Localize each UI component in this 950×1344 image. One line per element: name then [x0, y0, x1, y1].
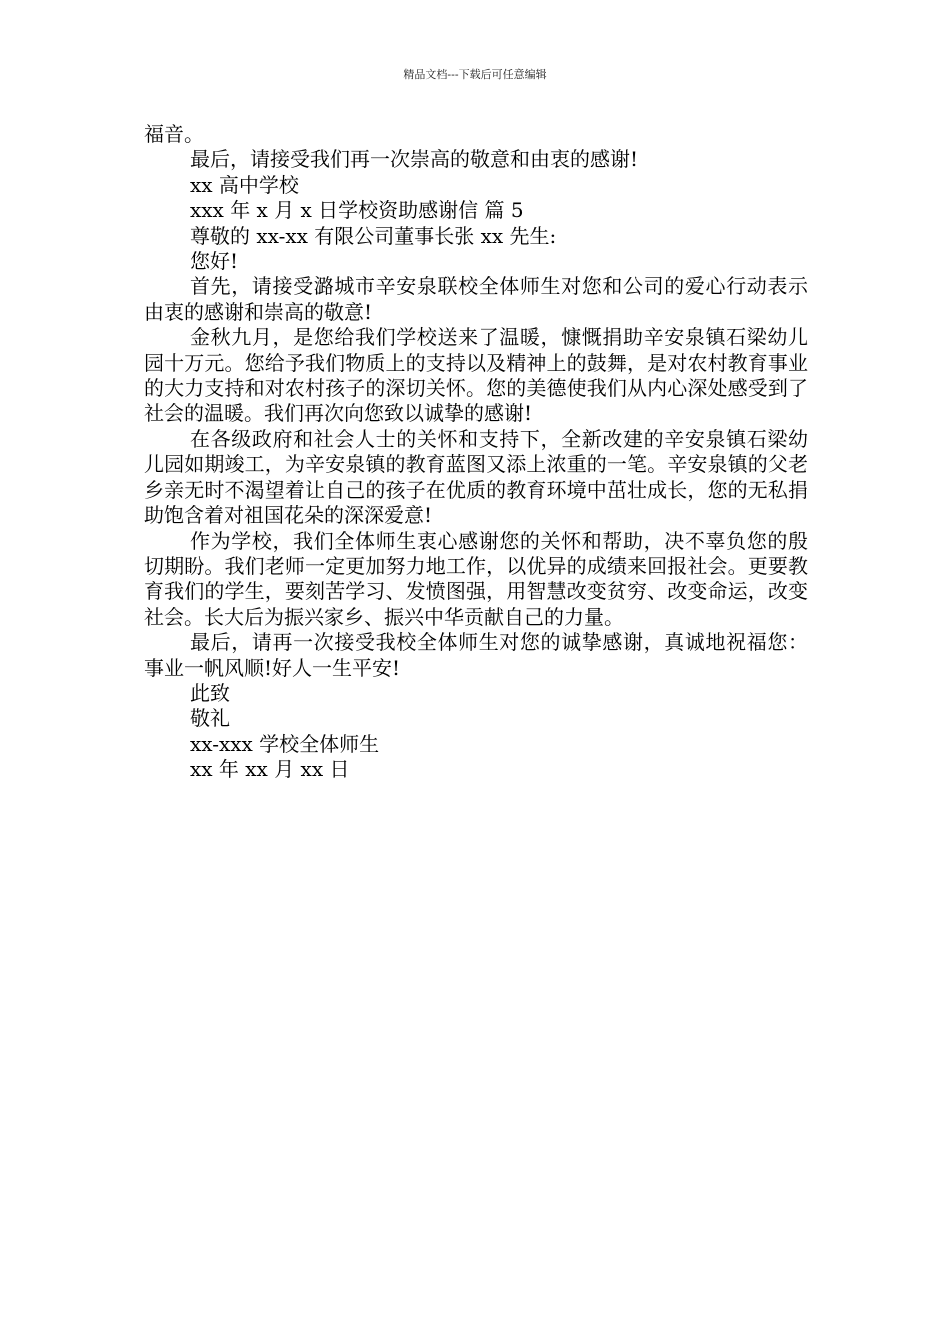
paragraph: 金秋九月，是您给我们学校送来了温暖，慷慨捐助辛安泉镇石梁幼儿园十万元。您给予我们物质上的支持以及精神上的鼓舞，是对农村教育事业的大力支持和对农村孩子的深切关怀。您的美德使我们从内心深处感受到了社会的温暖。我们再次向您致以诚挚的感谢!	[144, 325, 808, 426]
salutation: 尊敬的 xx-xx 有限公司董事长张 xx 先生:	[190, 223, 557, 248]
paragraph: 作为学校，我们全体师生衷心感谢您的关怀和帮助，决不辜负您的殷切期盼。我们老师一定更加努力地工作，以优异的成绩来回报社会。更要教育我们的学生，要刻苦学习、发愤图强，用智慧改变贫穷、改变命运，改变社会。长大后为振兴家乡、振兴中华贡献自己的力量。	[144, 528, 808, 629]
closing-regards: 敬礼	[190, 706, 230, 731]
greeting: 您好!	[190, 249, 239, 274]
paragraph: 在各级政府和社会人士的关怀和支持下，全新改建的辛安泉镇石梁幼儿园如期竣工，为辛安泉镇的教育蓝图又添上浓重的一笔。辛安泉镇的父老乡亲无时不渴望着让自己的孩子在优质的教育环境中茁壮成长，您的无私捐助饱含着对祖国花朵的深深爱意!	[144, 426, 808, 528]
paragraph: 最后，请再一次接受我校全体师生对您的诚挚感谢，真诚地祝福您：事业一帆风顺!好人一生平安!	[144, 630, 808, 680]
page-header: 精品文档---下载后可任意编辑	[403, 68, 547, 81]
paragraph: 首先，请接受潞城市辛安泉联校全体师生对您和公司的爱心行动表示由衷的感谢和崇高的敬意!	[144, 274, 808, 324]
date: xx 年 xx 月 xx 日	[190, 757, 350, 782]
section-title: xxx 年 x 月 x 日学校资助感谢信 篇 5	[190, 198, 524, 223]
paragraph: 福音。	[144, 122, 204, 146]
document-body	[144, 122, 808, 783]
closing: 此致	[190, 680, 230, 705]
signature: xx-xxx 学校全体师生	[190, 731, 380, 756]
paragraph: 最后，请接受我们再一次崇高的敬意和由衷的感谢!	[190, 147, 639, 172]
sender-school: xx 高中学校	[190, 172, 299, 197]
